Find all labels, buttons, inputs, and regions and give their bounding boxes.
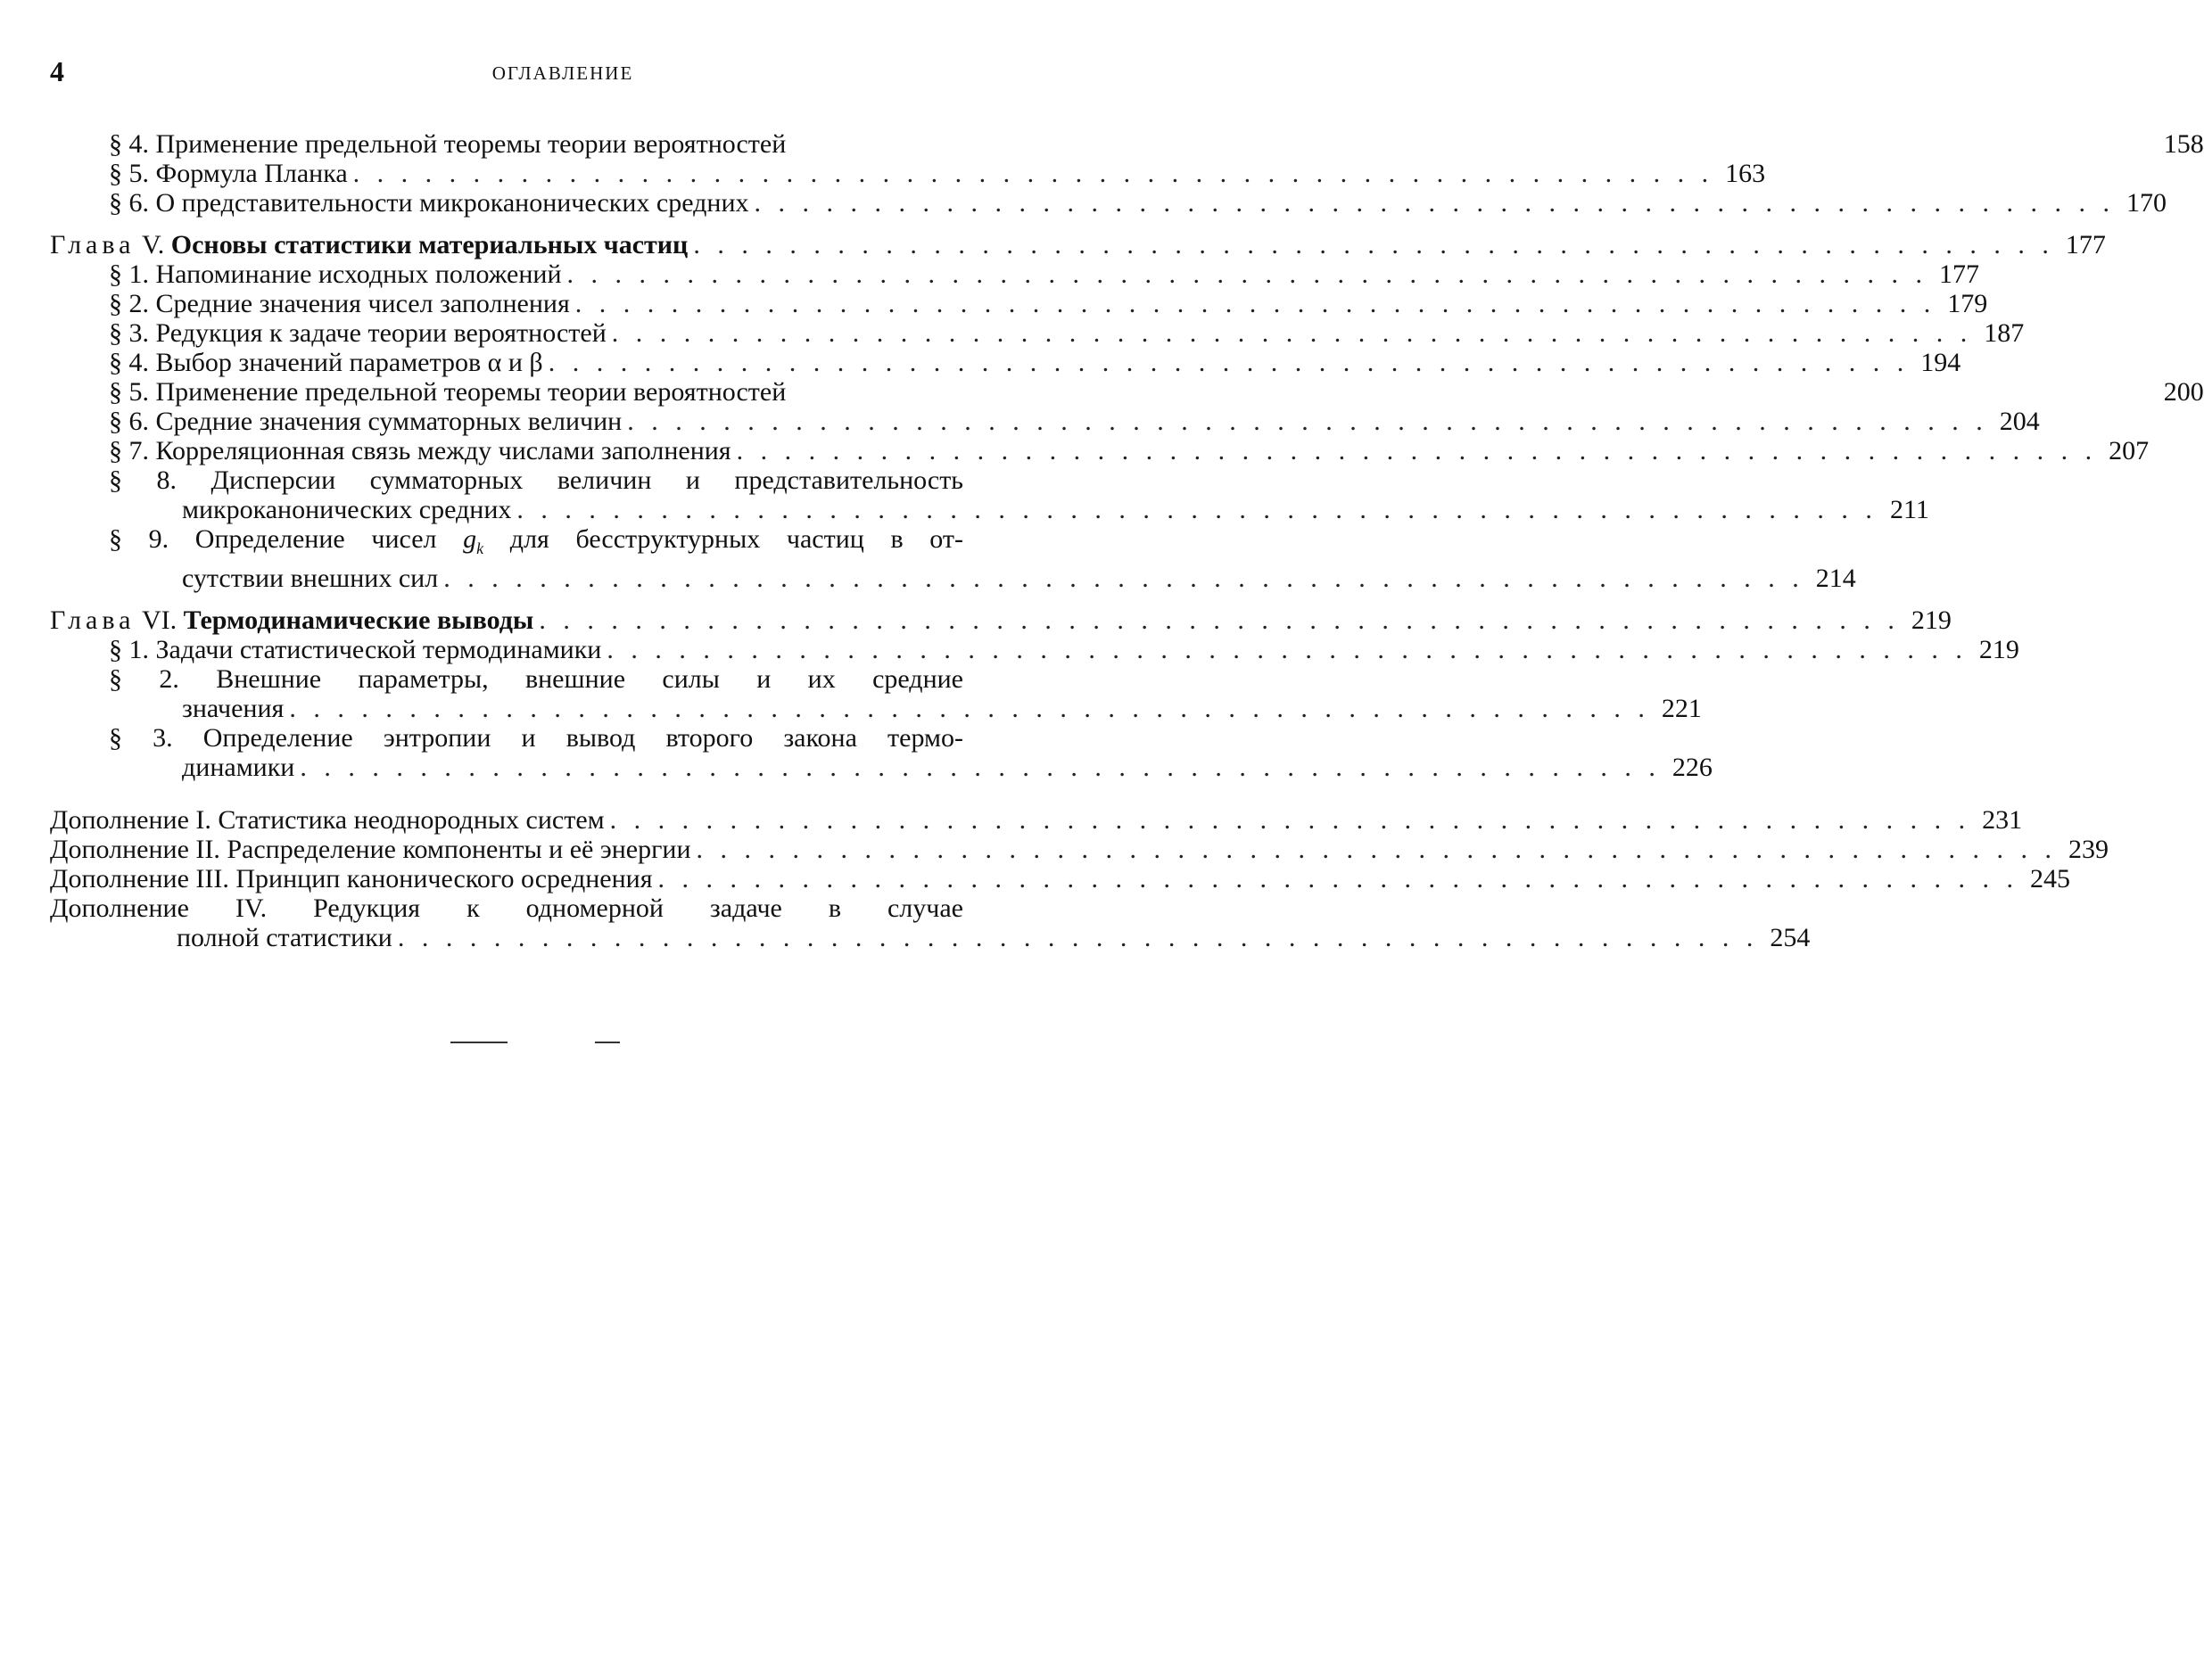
toc-page-number: 194 [1920,348,1961,377]
toc-page-number: 221 [1661,694,1702,723]
leader-dots [539,605,1900,635]
appendix-label: Дополнение III. Принцип канонического осреднения [50,864,653,894]
toc-entry-label: § 6. Средние значения сумматорных величин [109,407,623,436]
page-number: 4 [50,55,64,87]
toc-entry [50,318,2025,348]
chapter-heading [50,230,688,259]
toc-entry [50,230,2106,259]
leader-dots [289,694,1650,723]
toc-entry-label: § 5. Формула Планка [109,159,348,188]
toc-page-number: 211 [1890,495,1929,524]
toc-entry-label: § 1. Напоминание исходных положений [109,259,562,289]
toc-entry-label: § 4. Применение предельной теоремы теории вероятностей [109,129,787,159]
toc-page-number: 239 [2068,835,2109,864]
toc-page-number: 245 [2030,864,2070,894]
toc-entry [50,495,1929,524]
toc-entry [50,753,1713,782]
leader-dots [697,835,2058,864]
toc-entry-label: § 1. Задачи статистической термодинамики [109,635,602,664]
chapter-word: Глава [50,230,136,259]
toc-entry [50,348,1961,377]
toc-entry [50,259,1980,289]
chapter-heading [50,605,533,635]
end-rule-left [450,1042,508,1043]
leader-dots [658,864,2019,894]
toc-entry-label: § 5. Применение предельной теоремы теории вероятностей [109,377,787,407]
label-part: § 9. Определение чисел [109,524,464,554]
toc-entry-label-line1: § 8. Дисперсии сумматорных величин и представительность [109,465,963,495]
toc-page-number: 207 [2109,436,2150,465]
table-of-contents [50,129,2204,952]
toc-entry-label: § 2. Средние значения чисел заполнения [109,289,570,318]
end-rule-right [595,1042,620,1043]
toc-entry-label: § 6. О представительности микроканонических средних [109,188,749,218]
toc-entry [50,188,2167,218]
toc-entry [50,377,2204,407]
toc-entry-label-line2: сутствии внешних сил [182,564,439,593]
toc-entry-label: § 3. Редукция к задаче теории вероятностей [109,318,607,348]
toc-page-number: 187 [1984,318,2025,348]
appendix-label-line2: полной статистики [177,923,392,952]
toc-entry-label: § 4. Выбор значений параметров α и β [109,348,543,377]
appendix-label: Дополнение I. Статистика неоднородных систем [50,805,605,835]
toc-entry [50,923,1811,952]
toc-entry [50,835,2109,864]
chapter-number: V. [141,230,165,259]
toc-entry-label-line2: значения [182,694,285,723]
leader-dots [612,318,1973,348]
math-g: g [463,524,477,554]
toc-entry-label-line2: динамики [182,753,295,782]
chapter-number: VI. [141,605,177,635]
toc-entry [50,289,1988,318]
toc-entry [50,864,2070,894]
toc-page-number: 214 [1815,564,1856,593]
toc-entry-label-line2: микроканонических средних [182,495,512,524]
running-title: ОГЛАВЛЕНИЕ [491,62,634,84]
leader-dots [398,923,1759,952]
toc-page-number: 219 [1978,635,2019,664]
page-header [50,55,1022,91]
toc-entry [50,564,1856,593]
label-part: для бесструктурных частиц в от- [483,524,964,554]
toc-entry [50,805,2023,835]
toc-entry [50,635,2019,664]
toc-entry-label-line1 [50,524,1022,564]
toc-page-number: 158 [2163,129,2204,159]
toc-entry [50,407,2040,436]
toc-entry [50,605,1952,635]
toc-entry [50,159,1766,188]
leader-dots [443,564,1804,593]
toc-entry [50,129,2204,159]
leader-dots [549,348,1910,377]
leader-dots [627,407,1988,436]
math-symbol [463,524,484,557]
toc-page-number: 254 [1770,923,1811,952]
leader-dots [353,159,1714,188]
toc-page-number: 200 [2163,377,2204,407]
appendix-label-line1: Дополнение IV. Редукция к одномерной задаче в случае [50,894,963,923]
leader-dots [516,495,1878,524]
leader-dots [300,753,1661,782]
toc-page-number: 179 [1947,289,1988,318]
chapter-title: Термодинамические выводы [183,605,534,635]
chapter-title: Основы статистики материальных частиц [170,230,689,259]
leader-dots [567,259,1928,289]
toc-entry-label-line1: § 2. Внешние параметры, внешние силы и их средние [109,664,963,694]
toc-page-number: 177 [1939,259,1980,289]
toc-page-number: 204 [1999,407,2040,436]
leader-dots [755,188,2116,218]
toc-page-number: 226 [1672,753,1713,782]
appendix-label: Дополнение II. Распределение компоненты и её энергии [50,835,691,864]
math-subscript: k [476,539,484,557]
chapter-word: Глава [50,605,136,635]
toc-page-number: 177 [2065,230,2106,259]
leader-dots [693,230,2054,259]
toc-entry-label: § 7. Корреляционная связь между числами заполнения [109,436,731,465]
toc-page-number: 219 [1911,605,1952,635]
leader-dots [737,436,2098,465]
leader-dots [610,805,1971,835]
leader-dots [607,635,1968,664]
toc-entry-label-line1: § 3. Определение энтропии и вывод второго закона термо- [109,723,963,753]
toc-page-number: 170 [2126,188,2167,218]
toc-entry [50,694,1702,723]
toc-page-number: 163 [1725,159,1766,188]
leader-dots [575,289,1936,318]
toc-page-number: 231 [1982,805,2023,835]
toc-entry [50,436,2150,465]
